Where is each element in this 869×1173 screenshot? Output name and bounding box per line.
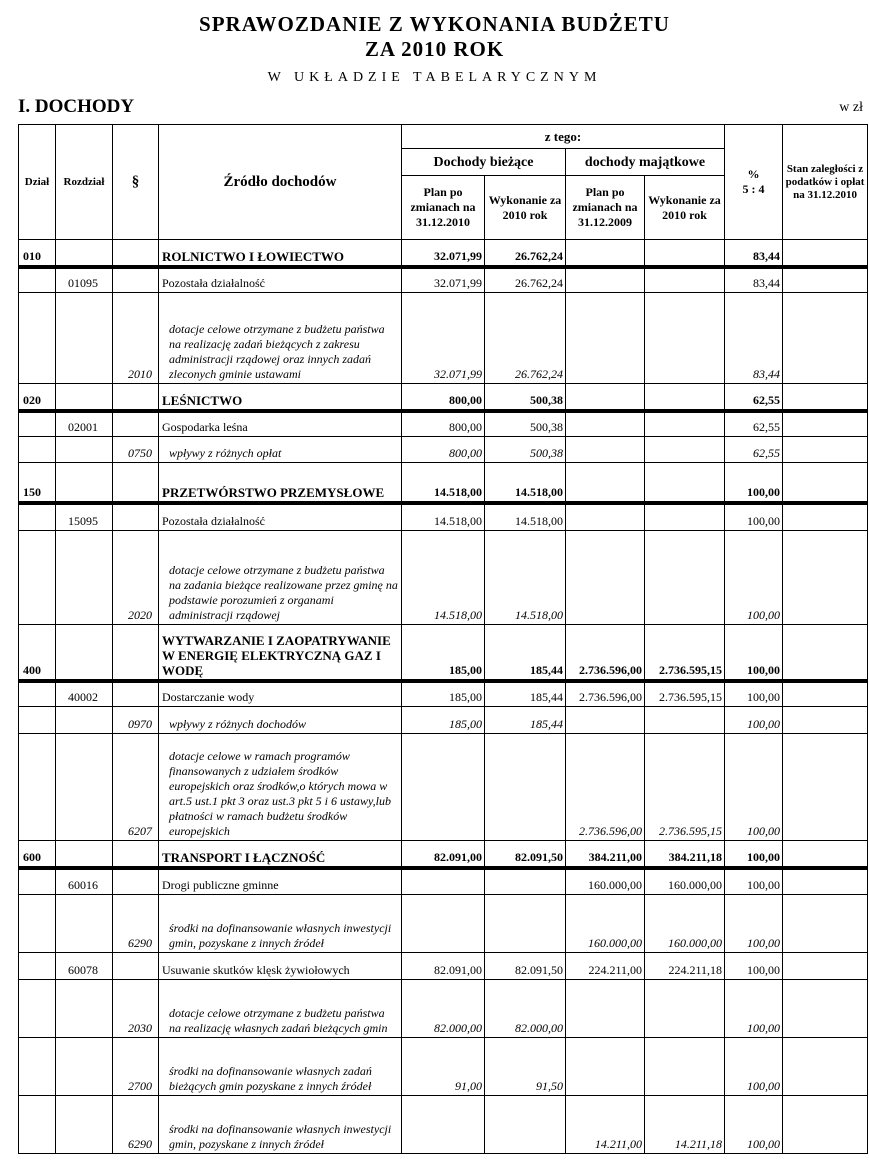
zaleglosci-cell <box>783 384 868 411</box>
section-heading: I. DOCHODY <box>18 96 135 117</box>
value-plan-b <box>402 868 485 895</box>
value-wyk-b: 82.091,50 <box>485 953 566 980</box>
value-pct: 83,44 <box>725 240 783 267</box>
empty-cell <box>56 531 113 625</box>
value-wyk-b: 14.518,00 <box>485 531 566 625</box>
value-pct: 100,00 <box>725 980 783 1038</box>
value-wyk-m <box>645 240 725 267</box>
empty-cell <box>19 267 56 293</box>
value-pct: 100,00 <box>725 895 783 953</box>
value-plan-b: 800,00 <box>402 411 485 437</box>
zaleglosci-cell <box>783 953 868 980</box>
value-pct: 100,00 <box>725 625 783 681</box>
empty-cell <box>113 267 159 293</box>
value-wyk-b: 26.762,24 <box>485 267 566 293</box>
table-row-rozdzial <box>19 267 868 293</box>
table-row-dzial <box>19 841 868 868</box>
value-plan-b: 32.071,99 <box>402 293 485 384</box>
value-plan-b: 800,00 <box>402 384 485 411</box>
empty-cell <box>113 463 159 503</box>
rozdzial-code: 02001 <box>56 411 113 437</box>
value-plan-b: 185,00 <box>402 681 485 707</box>
paragraf-code: 2020 <box>113 531 159 625</box>
value-plan-m <box>566 293 645 384</box>
empty-cell <box>113 868 159 895</box>
rozdzial-code: 01095 <box>56 267 113 293</box>
value-wyk-m: 2.736.595,15 <box>645 681 725 707</box>
paragraf-code: 0970 <box>113 707 159 734</box>
empty-cell <box>56 437 113 463</box>
empty-cell <box>19 1096 56 1154</box>
value-pct: 100,00 <box>725 531 783 625</box>
value-plan-m <box>566 384 645 411</box>
value-plan-b: 185,00 <box>402 625 485 681</box>
dzial-code: 010 <box>19 240 56 267</box>
value-plan-m: 160.000,00 <box>566 868 645 895</box>
col-header-wykonanie-biezace: Wykonanie za 2010 rok <box>485 176 566 240</box>
currency-unit: w zł <box>839 100 863 115</box>
paragraf-code: 2030 <box>113 980 159 1038</box>
table-row-paragraf <box>19 980 868 1038</box>
value-pct: 83,44 <box>725 293 783 384</box>
table-row-dzial <box>19 384 868 411</box>
source-name: TRANSPORT I ŁĄCZNOŚĆ <box>159 841 402 868</box>
source-name: Dostarczanie wody <box>159 681 402 707</box>
paragraf-code: 6290 <box>113 895 159 953</box>
empty-cell <box>19 503 56 531</box>
source-name: ROLNICTWO I ŁOWIECTWO <box>159 240 402 267</box>
empty-cell <box>56 463 113 503</box>
value-wyk-b: 185,44 <box>485 707 566 734</box>
col-header-plan-biezace: Plan po zmianach na 31.12.2010 <box>402 176 485 240</box>
value-pct: 100,00 <box>725 953 783 980</box>
zaleglosci-cell <box>783 625 868 681</box>
empty-cell <box>113 503 159 531</box>
value-wyk-m: 384.211,18 <box>645 841 725 868</box>
source-name: LEŚNICTWO <box>159 384 402 411</box>
value-pct: 100,00 <box>725 1096 783 1154</box>
source-name: WYTWARZANIE I ZAOPATRYWANIE W ENERGIĘ ELEKTRYCZNĄ GAZ I WODĘ <box>159 625 402 681</box>
value-plan-m <box>566 980 645 1038</box>
value-pct: 100,00 <box>725 868 783 895</box>
budget-table <box>18 124 868 1154</box>
value-pct: 100,00 <box>725 734 783 841</box>
table-body <box>19 240 868 1154</box>
value-wyk-m <box>645 707 725 734</box>
table-row-paragraf <box>19 895 868 953</box>
empty-cell <box>19 980 56 1038</box>
value-plan-m: 2.736.596,00 <box>566 625 645 681</box>
zaleglosci-cell <box>783 267 868 293</box>
value-wyk-m <box>645 293 725 384</box>
value-plan-m: 2.736.596,00 <box>566 681 645 707</box>
value-plan-b: 32.071,99 <box>402 240 485 267</box>
value-wyk-b: 500,38 <box>485 384 566 411</box>
value-plan-m: 224.211,00 <box>566 953 645 980</box>
value-wyk-m: 2.736.595,15 <box>645 625 725 681</box>
empty-cell <box>113 625 159 681</box>
value-wyk-b: 185,44 <box>485 681 566 707</box>
col-header-percent: % 5 : 4 <box>725 125 783 240</box>
zaleglosci-cell <box>783 503 868 531</box>
value-wyk-b <box>485 868 566 895</box>
value-pct: 62,55 <box>725 411 783 437</box>
value-pct: 100,00 <box>725 1038 783 1096</box>
zaleglosci-cell <box>783 980 868 1038</box>
value-plan-b: 32.071,99 <box>402 267 485 293</box>
value-plan-b: 14.518,00 <box>402 463 485 503</box>
value-wyk-b: 82.000,00 <box>485 980 566 1038</box>
value-wyk-m <box>645 411 725 437</box>
value-wyk-m: 224.211,18 <box>645 953 725 980</box>
value-wyk-m: 14.211,18 <box>645 1096 725 1154</box>
dzial-code: 400 <box>19 625 56 681</box>
table-row-rozdzial <box>19 868 868 895</box>
value-plan-b <box>402 895 485 953</box>
col-header-dzial: Dział <box>19 125 56 240</box>
empty-cell <box>56 293 113 384</box>
value-plan-b: 82.000,00 <box>402 980 485 1038</box>
table-row-dzial <box>19 240 868 267</box>
source-name: Drogi publiczne gminne <box>159 868 402 895</box>
value-plan-m: 2.736.596,00 <box>566 734 645 841</box>
empty-cell <box>56 841 113 868</box>
report-subtitle: W UKŁADZIE TABELARYCZNYM <box>267 70 602 85</box>
source-name: wpływy z różnych dochodów <box>159 707 402 734</box>
value-plan-m <box>566 531 645 625</box>
value-plan-b <box>402 734 485 841</box>
dzial-code: 600 <box>19 841 56 868</box>
source-name: dotacje celowe otrzymane z budżetu państwa na realizację własnych zadań bieżących gmin <box>159 980 402 1038</box>
empty-cell <box>19 531 56 625</box>
empty-cell <box>19 953 56 980</box>
empty-cell <box>56 240 113 267</box>
table-row-paragraf <box>19 734 868 841</box>
table-row-paragraf <box>19 707 868 734</box>
value-wyk-m <box>645 980 725 1038</box>
source-name: dotacje celowe w ramach programów finansowanych z udziałem środków europejskich oraz środków,o których mowa w art.5 ust.1 pkt 3 oraz ust.3 pkt 5 i 6 ustawy,lub płatności w ramach budżetu środków europejskich <box>159 734 402 841</box>
dzial-code: 150 <box>19 463 56 503</box>
value-pct: 83,44 <box>725 267 783 293</box>
empty-cell <box>56 1038 113 1096</box>
value-wyk-b: 500,38 <box>485 411 566 437</box>
zaleglosci-cell <box>783 707 868 734</box>
col-header-rozdzial: Rozdział <box>56 125 113 240</box>
empty-cell <box>19 293 56 384</box>
table-row-rozdzial <box>19 953 868 980</box>
source-name: Gospodarka leśna <box>159 411 402 437</box>
source-name: środki na dofinansowanie własnych zadań bieżących gmin pozyskane z innych źródeł <box>159 1038 402 1096</box>
report-year: ZA 2010 ROK <box>364 37 505 61</box>
empty-cell <box>56 734 113 841</box>
col-header-zaleglosci: Stan zaległości z podatków i opłat na 31.12.2010 <box>783 125 868 240</box>
value-wyk-b: 26.762,24 <box>485 293 566 384</box>
value-plan-b <box>402 1096 485 1154</box>
rozdzial-code: 40002 <box>56 681 113 707</box>
table-row-rozdzial <box>19 411 868 437</box>
empty-cell <box>56 625 113 681</box>
value-plan-b: 82.091,00 <box>402 953 485 980</box>
value-pct: 62,55 <box>725 437 783 463</box>
empty-cell <box>113 841 159 868</box>
value-plan-m <box>566 437 645 463</box>
table-row-dzial <box>19 625 868 681</box>
empty-cell <box>113 240 159 267</box>
value-pct: 100,00 <box>725 503 783 531</box>
zaleglosci-cell <box>783 1096 868 1154</box>
value-wyk-b: 82.091,50 <box>485 841 566 868</box>
value-wyk-m: 160.000,00 <box>645 868 725 895</box>
value-pct: 62,55 <box>725 384 783 411</box>
source-name: Pozostała działalność <box>159 267 402 293</box>
empty-cell <box>113 953 159 980</box>
paragraf-code: 6290 <box>113 1096 159 1154</box>
empty-cell <box>19 895 56 953</box>
value-wyk-m <box>645 267 725 293</box>
value-wyk-b: 14.518,00 <box>485 463 566 503</box>
table-row-paragraf <box>19 531 868 625</box>
zaleglosci-cell <box>783 734 868 841</box>
col-header-paragraf: § <box>113 125 159 240</box>
value-wyk-b <box>485 895 566 953</box>
empty-cell <box>56 384 113 411</box>
table-row-paragraf <box>19 1038 868 1096</box>
table-row-paragraf <box>19 293 868 384</box>
value-wyk-b: 91,50 <box>485 1038 566 1096</box>
value-plan-m <box>566 503 645 531</box>
report-title: SPRAWOZDANIE Z WYKONANIA BUDŻETU <box>199 12 670 36</box>
value-wyk-m <box>645 384 725 411</box>
value-wyk-b <box>485 734 566 841</box>
value-plan-m: 14.211,00 <box>566 1096 645 1154</box>
value-plan-m <box>566 267 645 293</box>
zaleglosci-cell <box>783 1038 868 1096</box>
empty-cell <box>19 437 56 463</box>
zaleglosci-cell <box>783 240 868 267</box>
value-wyk-m <box>645 531 725 625</box>
table-row-paragraf <box>19 437 868 463</box>
value-plan-b: 91,00 <box>402 1038 485 1096</box>
value-wyk-b: 14.518,00 <box>485 503 566 531</box>
empty-cell <box>19 681 56 707</box>
zaleglosci-cell <box>783 841 868 868</box>
empty-cell <box>113 411 159 437</box>
empty-cell <box>56 895 113 953</box>
zaleglosci-cell <box>783 437 868 463</box>
value-plan-b: 185,00 <box>402 707 485 734</box>
value-wyk-m: 160.000,00 <box>645 895 725 953</box>
source-name: dotacje celowe otrzymane z budżetu państwa na realizację zadań bieżących z zakresu administracji rządowej oraz innych zadań zleconych gminie ustawami <box>159 293 402 384</box>
value-plan-m <box>566 240 645 267</box>
table-row-paragraf <box>19 1096 868 1154</box>
value-wyk-m <box>645 1038 725 1096</box>
empty-cell <box>19 707 56 734</box>
value-wyk-m <box>645 437 725 463</box>
paragraf-code: 2010 <box>113 293 159 384</box>
source-name: środki na dofinansowanie własnych inwestycji gmin, pozyskane z innych źródeł <box>159 1096 402 1154</box>
empty-cell <box>19 411 56 437</box>
source-name: wpływy z różnych opłat <box>159 437 402 463</box>
value-plan-b: 82.091,00 <box>402 841 485 868</box>
table-row-dzial <box>19 463 868 503</box>
value-plan-m <box>566 411 645 437</box>
rozdzial-code: 15095 <box>56 503 113 531</box>
rozdzial-code: 60016 <box>56 868 113 895</box>
value-wyk-m <box>645 503 725 531</box>
source-name: dotacje celowe otrzymane z budżetu państwa na zadania bieżące realizowane przez gminę na podstawie porozumień z organami administracji rządowej <box>159 531 402 625</box>
zaleglosci-cell <box>783 531 868 625</box>
source-name: środki na dofinansowanie własnych inwestycji gmin, pozyskane z innych źródeł <box>159 895 402 953</box>
value-plan-m <box>566 707 645 734</box>
empty-cell <box>113 384 159 411</box>
value-wyk-b <box>485 1096 566 1154</box>
empty-cell <box>19 1038 56 1096</box>
value-pct: 100,00 <box>725 681 783 707</box>
value-plan-m: 384.211,00 <box>566 841 645 868</box>
zaleglosci-cell <box>783 463 868 503</box>
dzial-code: 020 <box>19 384 56 411</box>
col-header-biezace: Dochody bieżące <box>402 149 566 176</box>
source-name: Pozostała działalność <box>159 503 402 531</box>
zaleglosci-cell <box>783 293 868 384</box>
zaleglosci-cell <box>783 411 868 437</box>
rozdzial-code: 60078 <box>56 953 113 980</box>
paragraf-code: 0750 <box>113 437 159 463</box>
paragraf-code: 2700 <box>113 1038 159 1096</box>
value-plan-m <box>566 463 645 503</box>
value-pct: 100,00 <box>725 841 783 868</box>
zaleglosci-cell <box>783 681 868 707</box>
empty-cell <box>56 707 113 734</box>
col-header-zrodlo: Źródło dochodów <box>159 125 402 240</box>
value-pct: 100,00 <box>725 707 783 734</box>
value-plan-m: 160.000,00 <box>566 895 645 953</box>
paragraf-code: 6207 <box>113 734 159 841</box>
table-row-rozdzial <box>19 503 868 531</box>
value-pct: 100,00 <box>725 463 783 503</box>
col-header-majatkowe: dochody majątkowe <box>566 149 725 176</box>
value-wyk-b: 500,38 <box>485 437 566 463</box>
empty-cell <box>56 980 113 1038</box>
empty-cell <box>113 681 159 707</box>
col-header-wykonanie-majatkowe: Wykonanie za 2010 rok <box>645 176 725 240</box>
col-header-plan-majatkowe: Plan po zmianach na 31.12.2009 <box>566 176 645 240</box>
source-name: PRZETWÓRSTWO PRZEMYSŁOWE <box>159 463 402 503</box>
value-plan-m <box>566 1038 645 1096</box>
value-plan-b: 800,00 <box>402 437 485 463</box>
value-plan-b: 14.518,00 <box>402 531 485 625</box>
table-row-rozdzial <box>19 681 868 707</box>
empty-cell <box>19 868 56 895</box>
value-wyk-m <box>645 463 725 503</box>
col-header-z-tego: z tego: <box>402 125 725 149</box>
zaleglosci-cell <box>783 868 868 895</box>
empty-cell <box>19 734 56 841</box>
empty-cell <box>56 1096 113 1154</box>
value-plan-b: 14.518,00 <box>402 503 485 531</box>
zaleglosci-cell <box>783 895 868 953</box>
value-wyk-b: 26.762,24 <box>485 240 566 267</box>
source-name: Usuwanie skutków klęsk żywiołowych <box>159 953 402 980</box>
value-wyk-b: 185,44 <box>485 625 566 681</box>
value-wyk-m: 2.736.595,15 <box>645 734 725 841</box>
